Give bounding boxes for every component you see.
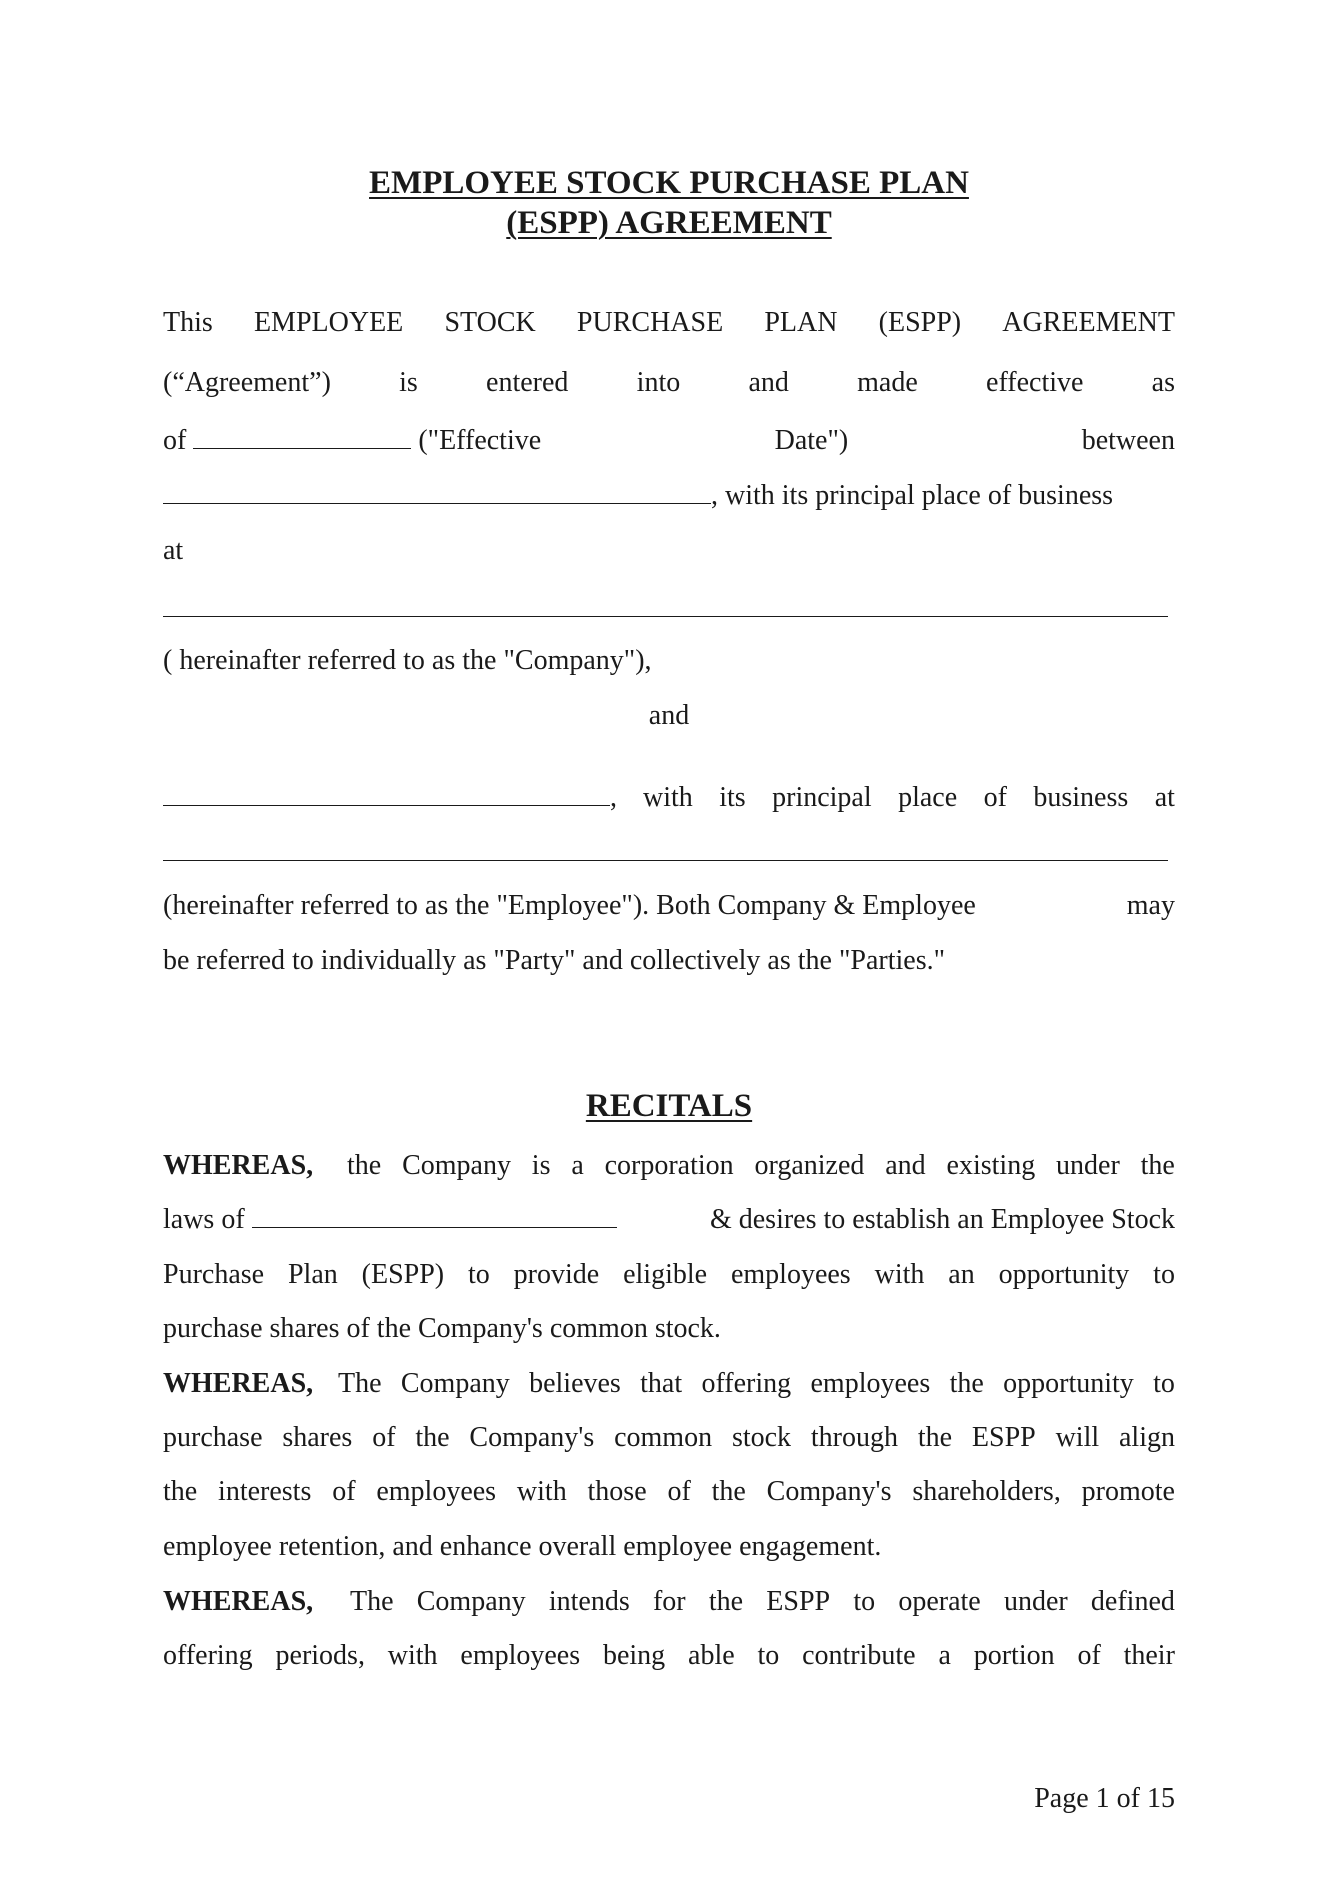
word: to [1153, 1259, 1175, 1290]
recital-2-line-3 [163, 1474, 1175, 1510]
word: interests [218, 1476, 312, 1507]
intro-between-word: between [1081, 425, 1175, 456]
intro-line-3 [163, 423, 1175, 459]
word: opportunity [998, 1259, 1130, 1290]
word: to [757, 1640, 780, 1671]
word: Company [416, 1586, 526, 1617]
word: opportunity [1003, 1368, 1134, 1399]
word: business [1033, 782, 1129, 813]
document-title-continued [163, 203, 1175, 243]
word: to [853, 1586, 876, 1617]
word: eligible [623, 1259, 708, 1290]
recital-3-line-2 [163, 1638, 1175, 1674]
word: with [516, 1476, 567, 1507]
word: their [1123, 1640, 1175, 1671]
word: the [1140, 1150, 1175, 1181]
intro-line-6: ( hereinafter referred to as the "Company"), [163, 645, 652, 676]
word: align [1118, 1422, 1175, 1453]
recital-1-line-1 [163, 1148, 1175, 1184]
title-line-1: EMPLOYEE STOCK PURCHASE PLAN [369, 165, 969, 201]
intro-line-5: at [163, 535, 184, 566]
word: its [719, 782, 746, 813]
word: able [688, 1640, 735, 1671]
whereas-label: WHEREAS, [163, 1586, 314, 1617]
recital-3-line-1 [163, 1584, 1175, 1620]
word: The [350, 1586, 394, 1617]
word: (ESPP) [878, 307, 962, 338]
word: an [948, 1259, 975, 1290]
intro-line-9 [163, 888, 1175, 924]
whereas-label: WHEREAS, [163, 1368, 314, 1399]
word: existing [946, 1150, 1036, 1181]
intro-line-8-comma: , [610, 782, 617, 813]
word: those [587, 1476, 647, 1507]
word: The [338, 1368, 382, 1399]
word: defined [1090, 1586, 1175, 1617]
intro-of-group [163, 423, 541, 459]
word: stock [731, 1422, 792, 1453]
word: common [614, 1422, 713, 1453]
word: (ESPP) [361, 1259, 445, 1290]
word: offering [163, 1640, 253, 1671]
word: the [708, 1586, 744, 1617]
intro-of-word: of [163, 425, 187, 456]
intro-line-9-end: may [1126, 890, 1175, 921]
word: is [531, 1150, 551, 1181]
word: believes [529, 1368, 621, 1399]
word: at [1154, 782, 1175, 813]
word: under [1003, 1586, 1068, 1617]
word: intends [548, 1586, 630, 1617]
recital-3-line-1-words [350, 1584, 1175, 1620]
whereas-label: WHEREAS, [163, 1150, 314, 1181]
intro-date-word: Date") [774, 425, 849, 456]
recital-2-line-1 [163, 1366, 1175, 1402]
word: EMPLOYEE [253, 307, 404, 338]
word: entered [486, 367, 569, 398]
word: Company [400, 1368, 510, 1399]
intro-effective-word: ("Effective [418, 425, 542, 456]
page-number: Page 1 of 15 [1034, 1783, 1175, 1814]
word: the [163, 1476, 198, 1507]
word: operate [898, 1586, 981, 1617]
recital-1-line-2-text: & desires to establish an Employee Stock [709, 1204, 1175, 1235]
word: Company's [766, 1476, 892, 1507]
word: periods, [275, 1640, 365, 1671]
word: under [1056, 1150, 1120, 1181]
recital-2-line-2 [163, 1420, 1175, 1456]
intro-and: and [648, 700, 690, 731]
recital-1-line-2 [163, 1202, 1175, 1238]
word: provide [513, 1259, 600, 1290]
word: principal [772, 782, 872, 813]
word: promote [1081, 1476, 1175, 1507]
intro-line-8-words [643, 780, 1175, 816]
word: and [885, 1150, 926, 1181]
word: of [667, 1476, 691, 1507]
recital-2-line-4: employee retention, and enhance overall employee engagement. [163, 1531, 882, 1562]
word: with [387, 1640, 438, 1671]
word: and [748, 367, 789, 398]
word: organized [754, 1150, 865, 1181]
recitals-heading-text: RECITALS [585, 1088, 753, 1124]
company-address-blank[interactable] [163, 616, 1168, 617]
recital-2-line-1-words [338, 1366, 1175, 1402]
word: ESPP [971, 1422, 1036, 1453]
title-line-2: (ESPP) AGREEMENT [506, 205, 832, 241]
word: with [643, 782, 693, 813]
word: PURCHASE [576, 307, 724, 338]
word: employees [730, 1259, 851, 1290]
word: the [711, 1476, 746, 1507]
effective-date-blank[interactable] [193, 426, 411, 449]
word: the [347, 1150, 382, 1181]
word: the [917, 1422, 953, 1453]
recital-1-line-1-words [347, 1148, 1175, 1184]
employee-name-blank[interactable] [163, 783, 610, 806]
word: of [1077, 1640, 1101, 1671]
intro-line-4-text: , with its principal place of business [711, 480, 1114, 511]
word: shareholders, [912, 1476, 1061, 1507]
word: corporation [604, 1150, 734, 1181]
recitals-heading [163, 1086, 1175, 1126]
intro-line-4 [163, 478, 1175, 514]
word: (“Agreement”) [163, 367, 331, 398]
word: the [949, 1368, 984, 1399]
word: portion [973, 1640, 1055, 1671]
word: with [874, 1259, 925, 1290]
word: STOCK [444, 307, 536, 338]
word: AGREEMENT [1002, 307, 1175, 338]
word: for [652, 1586, 686, 1617]
recital-1-line-3 [163, 1257, 1175, 1293]
word: contribute [802, 1640, 916, 1671]
employee-address-blank[interactable] [163, 860, 1168, 861]
intro-line-8 [163, 780, 1175, 816]
jurisdiction-blank[interactable] [252, 1205, 617, 1228]
word: place [898, 782, 958, 813]
word: to [468, 1259, 490, 1290]
word: into [636, 367, 681, 398]
word: a [938, 1640, 951, 1671]
word: of [332, 1476, 356, 1507]
word: Purchase [163, 1259, 265, 1290]
word: made [857, 367, 918, 398]
word: of [372, 1422, 396, 1453]
word: to [1153, 1368, 1175, 1399]
employee-name-group [163, 780, 617, 816]
recital-1-line-4: purchase shares of the Company's common stock. [163, 1313, 721, 1344]
document-title [163, 163, 1175, 203]
word: Plan [287, 1259, 338, 1290]
word: offering [701, 1368, 792, 1399]
word: PLAN [764, 307, 838, 338]
intro-line-9-text: (hereinafter referred to as the "Employee"). Both Company & Employee [163, 890, 976, 921]
word: Company's [469, 1422, 595, 1453]
recital-1-laws-group [163, 1202, 617, 1238]
word: employees [376, 1476, 497, 1507]
word: that [640, 1368, 683, 1399]
word: a [571, 1150, 584, 1181]
word: shares [282, 1422, 353, 1453]
word: employees [810, 1368, 931, 1399]
word: being [602, 1640, 666, 1671]
recital-1-laws-of: laws of [163, 1204, 245, 1235]
word: will [1055, 1422, 1100, 1453]
word: effective [986, 367, 1084, 398]
intro-line-10: be referred to individually as "Party" and collectively as the "Parties." [163, 945, 946, 976]
word: employees [460, 1640, 581, 1671]
company-name-blank[interactable] [163, 481, 711, 504]
word: through [810, 1422, 898, 1453]
word: purchase [163, 1422, 263, 1453]
word: the [415, 1422, 450, 1453]
word: as [1151, 367, 1175, 398]
intro-line-1 [163, 305, 1175, 341]
word: is [399, 367, 418, 398]
word: ESPP [766, 1586, 831, 1617]
intro-line-2 [163, 365, 1175, 401]
word: of [983, 782, 1007, 813]
word: This [163, 307, 213, 338]
word: Company [402, 1150, 511, 1181]
